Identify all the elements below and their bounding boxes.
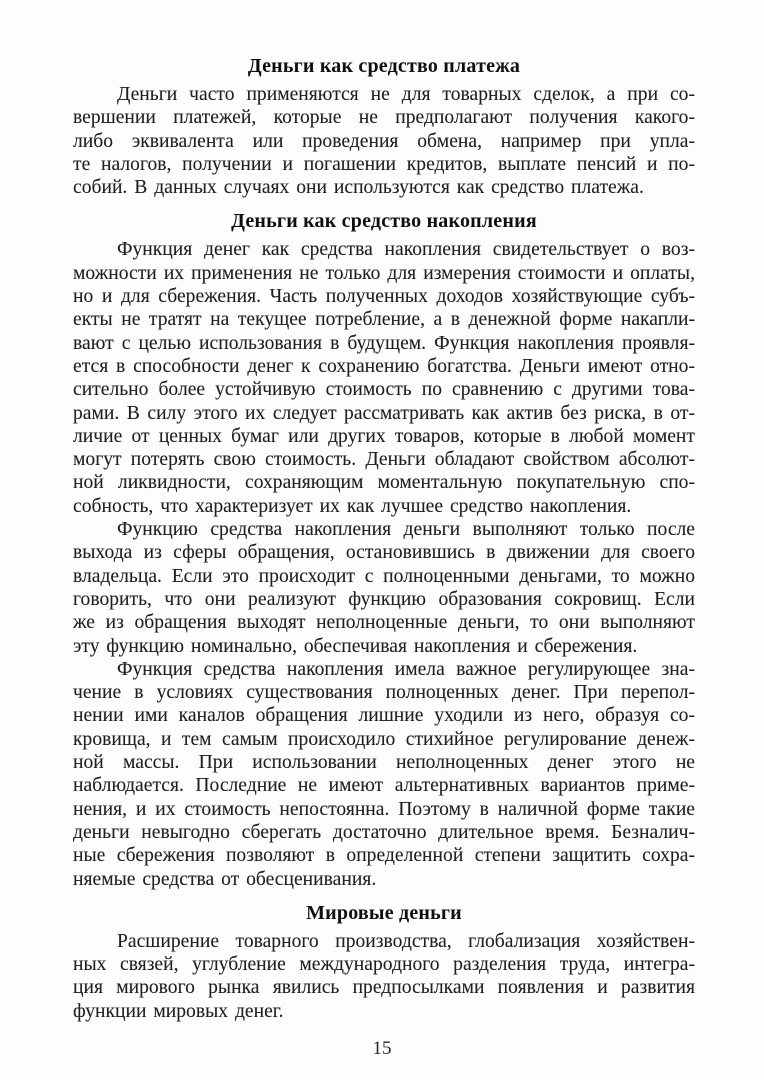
section-heading: Деньги как средство платежа: [247, 55, 521, 77]
text-line: собий. В данных случаях они используются как средство платежа.: [73, 177, 644, 199]
text-line: функции мировых денег.: [73, 1000, 284, 1022]
text-line: Деньги часто применяются не для товарных сделок, а при со-: [117, 84, 695, 105]
paragraph: [73, 238, 695, 518]
text-line: ция мирового рынка явились предпосылками появления и развития: [73, 977, 695, 999]
paragraph: [73, 518, 695, 658]
paragraph: [73, 83, 695, 199]
text-line: личие от ценных бумаг или других товаров, которые в любой момент: [73, 425, 695, 447]
section-heading: Деньги как средство накопления: [231, 210, 537, 233]
text-line: эту функцию номинально, обеспечивая накопления и сбережения.: [73, 635, 638, 657]
paragraph: [73, 658, 695, 891]
text-line: нения, и их стоимость непостоянна. Поэтому в наличной форме такие: [73, 798, 695, 820]
text-line: те налогов, получении и погашении кредитов, выплате пенсий и по-: [73, 153, 695, 175]
text-line: ется в способности денег к сохранению богатства. Деньги имеют отно-: [73, 355, 695, 377]
page-number: 15: [372, 1038, 392, 1059]
text-line: ные сбережения позволяют в определенной степени защитить сохра-: [73, 845, 695, 867]
text-line: чение в условиях существования полноценных денег. При перепол-: [73, 682, 695, 704]
text-line: говорить, что они реализуют функцию образования сокровищ. Если: [73, 588, 695, 610]
text-line: кровища, и тем самым происходило стихийное регулирование денеж-: [73, 728, 695, 750]
text-line: собность, что характеризует их как лучшее средство накопления.: [73, 495, 632, 517]
text-line: же из обращения выходят неполноценные деньги, то они выполняют: [73, 612, 695, 634]
text-line: рами. В силу этого их следует рассматривать как актив без риска, в от-: [73, 402, 695, 424]
text-line: ной ликвидности, сохраняющим моментальную покупательную спо-: [73, 472, 695, 494]
text-line: нении ими каналов обращения лишние уходили из него, образуя со-: [73, 705, 695, 727]
text-line: Функцию средства накопления деньги выполняют только после: [117, 519, 695, 541]
section-heading: Мировые деньги: [306, 901, 462, 924]
text-line: деньги невыгодно сберегать достаточно длительное время. Безналич-: [73, 821, 695, 843]
text-line: могут потерять свою стоимость. Деньги обладают свойством абсолют-: [73, 449, 695, 471]
text-line: либо эквивалента или проведения обмена, например при упла-: [73, 130, 695, 152]
text-line: Функция денег как средства накопления свидетельствует о воз-: [117, 239, 695, 261]
text-line: владельца. Если это происходит с полноценными деньгами, то можно: [73, 565, 695, 587]
text-line: можности их применения не только для измерения стоимости и оплаты,: [73, 262, 695, 284]
text-line: вают с целью использования в будущем. Функция накопления проявля-: [73, 332, 695, 354]
text-line: вершении платежей, которые не предполагают получения какого-: [73, 107, 695, 129]
text-line: ных связей, углубление международного разделения труда, интегра-: [73, 954, 695, 976]
text-line: сительно более устойчивую стоимость по сравнению с другими това-: [73, 379, 695, 401]
text-line: няемые средства от обесценивания.: [73, 868, 377, 890]
paragraph: [73, 930, 695, 1023]
document-content: [73, 54, 695, 1023]
text-line: но и для сбережения. Часть полученных доходов хозяйствующие субъ-: [73, 286, 695, 308]
text-line: екты не тратят на текущее потребление, а в денежной форме накапли-: [73, 309, 695, 331]
text-line: Функция средства накопления имела важное регулирующее зна-: [117, 658, 695, 680]
text-line: ной массы. При использовании неполноценных денег этого не: [73, 752, 695, 774]
text-line: наблюдается. Последние не имеют альтернативных вариантов приме-: [73, 775, 695, 797]
text-line: выхода из сферы обращения, остановившись в движении для своего: [73, 542, 695, 564]
text-line: Расширение товарного производства, глобализация хозяйствен-: [117, 930, 695, 952]
